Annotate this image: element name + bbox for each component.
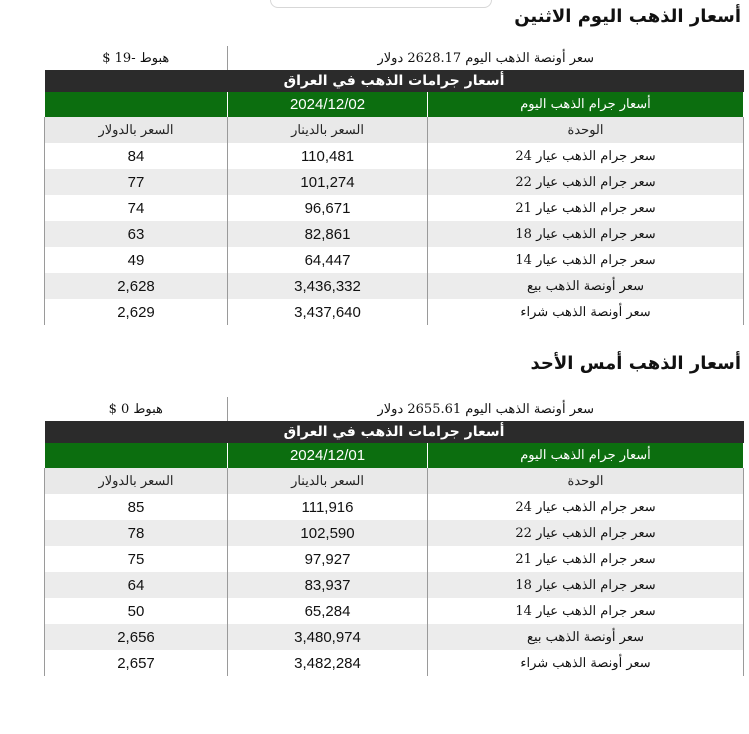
dinar-price-cell: 102,590 (228, 520, 428, 546)
usd-price-cell: 84 (45, 143, 228, 169)
table-row (45, 221, 744, 247)
usd-price-cell: 2,628 (45, 273, 228, 299)
column-header-unit: الوحدة (428, 117, 744, 143)
table-row (45, 299, 744, 325)
dinar-price-cell: 97,927 (228, 546, 428, 572)
usd-price-cell: 50 (45, 598, 228, 624)
usd-price-cell: 74 (45, 195, 228, 221)
gram-price-label: أسعار جرام الذهب اليوم (428, 92, 744, 117)
date-header-row (45, 443, 744, 468)
dinar-price-cell: 3,482,284 (228, 650, 428, 676)
unit-cell: سعر جرام الذهب عيار 21 (428, 546, 744, 572)
column-header-dinar: السعر بالدينار (228, 117, 428, 143)
table-row (45, 546, 744, 572)
unit-cell: سعر أونصة الذهب شراء (428, 299, 744, 325)
usd-price-cell: 49 (45, 247, 228, 273)
dinar-price-cell: 3,480,974 (228, 624, 428, 650)
column-header-usd: السعر بالدولار (45, 117, 228, 143)
column-header-row (45, 117, 744, 143)
dinar-price-cell: 83,937 (228, 572, 428, 598)
usd-price-cell: 85 (45, 494, 228, 520)
section-title-yesterday: أسعار الذهب أمس الأحد (530, 353, 741, 374)
unit-cell: سعر أونصة الذهب بيع (428, 273, 744, 299)
column-header-usd: السعر بالدولار (45, 468, 228, 494)
dinar-price-cell: 96,671 (228, 195, 428, 221)
table-title: أسعار جرامات الذهب في العراق (45, 421, 744, 443)
dinar-price-cell: 101,274 (228, 169, 428, 195)
ounce-price-text: سعر أونصة الذهب اليوم 2655.61 دولار (228, 397, 744, 421)
dinar-price-cell: 111,916 (228, 494, 428, 520)
gram-price-label: أسعار جرام الذهب اليوم (428, 443, 744, 468)
dinar-price-cell: 82,861 (228, 221, 428, 247)
empty-header-cell (45, 443, 228, 468)
ounce-price-text: سعر أونصة الذهب اليوم 2628.17 دولار (228, 46, 744, 70)
table-row (45, 520, 744, 546)
unit-cell: سعر أونصة الذهب شراء (428, 650, 744, 676)
dinar-price-cell: 110,481 (228, 143, 428, 169)
dinar-price-cell: 64,447 (228, 247, 428, 273)
price-date: 2024/12/01 (228, 443, 428, 468)
table-title-row (45, 421, 744, 443)
table-row (45, 598, 744, 624)
usd-price-cell: 2,656 (45, 624, 228, 650)
usd-price-cell: 2,657 (45, 650, 228, 676)
date-header-row (45, 92, 744, 117)
unit-cell: سعر جرام الذهب عيار 14 (428, 247, 744, 273)
table-row (45, 650, 744, 676)
empty-header-cell (45, 92, 228, 117)
gold-table-today (44, 46, 744, 325)
table-row (45, 572, 744, 598)
table-row (45, 624, 744, 650)
unit-cell: سعر جرام الذهب عيار 18 (428, 221, 744, 247)
unit-cell: سعر أونصة الذهب بيع (428, 624, 744, 650)
unit-cell: سعر جرام الذهب عيار 24 (428, 143, 744, 169)
usd-price-cell: 64 (45, 572, 228, 598)
table-title: أسعار جرامات الذهب في العراق (45, 70, 744, 92)
dinar-price-cell: 3,436,332 (228, 273, 428, 299)
price-change-text: هبوط 0 $ (108, 401, 163, 417)
table-row (45, 273, 744, 299)
usd-price-cell: 75 (45, 546, 228, 572)
usd-price-cell: 63 (45, 221, 228, 247)
unit-cell: سعر جرام الذهب عيار 24 (428, 494, 744, 520)
unit-cell: سعر جرام الذهب عيار 14 (428, 598, 744, 624)
price-change-text: هبوط -19 $ (102, 50, 170, 66)
unit-cell: سعر جرام الذهب عيار 18 (428, 572, 744, 598)
unit-cell: سعر جرام الذهب عيار 21 (428, 195, 744, 221)
table-row (45, 247, 744, 273)
top-search-box[interactable] (270, 0, 492, 8)
column-header-unit: الوحدة (428, 468, 744, 494)
table-row (45, 195, 744, 221)
usd-price-cell: 78 (45, 520, 228, 546)
table-row (45, 494, 744, 520)
section-title-today: أسعار الذهب اليوم الاثنين (514, 6, 741, 27)
dinar-price-cell: 3,437,640 (228, 299, 428, 325)
price-date: 2024/12/02 (228, 92, 428, 117)
unit-cell: سعر جرام الذهب عيار 22 (428, 520, 744, 546)
gold-table-yesterday (44, 397, 744, 676)
table-row (45, 169, 744, 195)
table-title-row (45, 70, 744, 92)
ounce-info-row (45, 397, 744, 421)
dinar-price-cell: 65,284 (228, 598, 428, 624)
unit-cell: سعر جرام الذهب عيار 22 (428, 169, 744, 195)
table-row (45, 143, 744, 169)
ounce-info-row (45, 46, 744, 70)
column-header-dinar: السعر بالدينار (228, 468, 428, 494)
usd-price-cell: 77 (45, 169, 228, 195)
column-header-row (45, 468, 744, 494)
usd-price-cell: 2,629 (45, 299, 228, 325)
